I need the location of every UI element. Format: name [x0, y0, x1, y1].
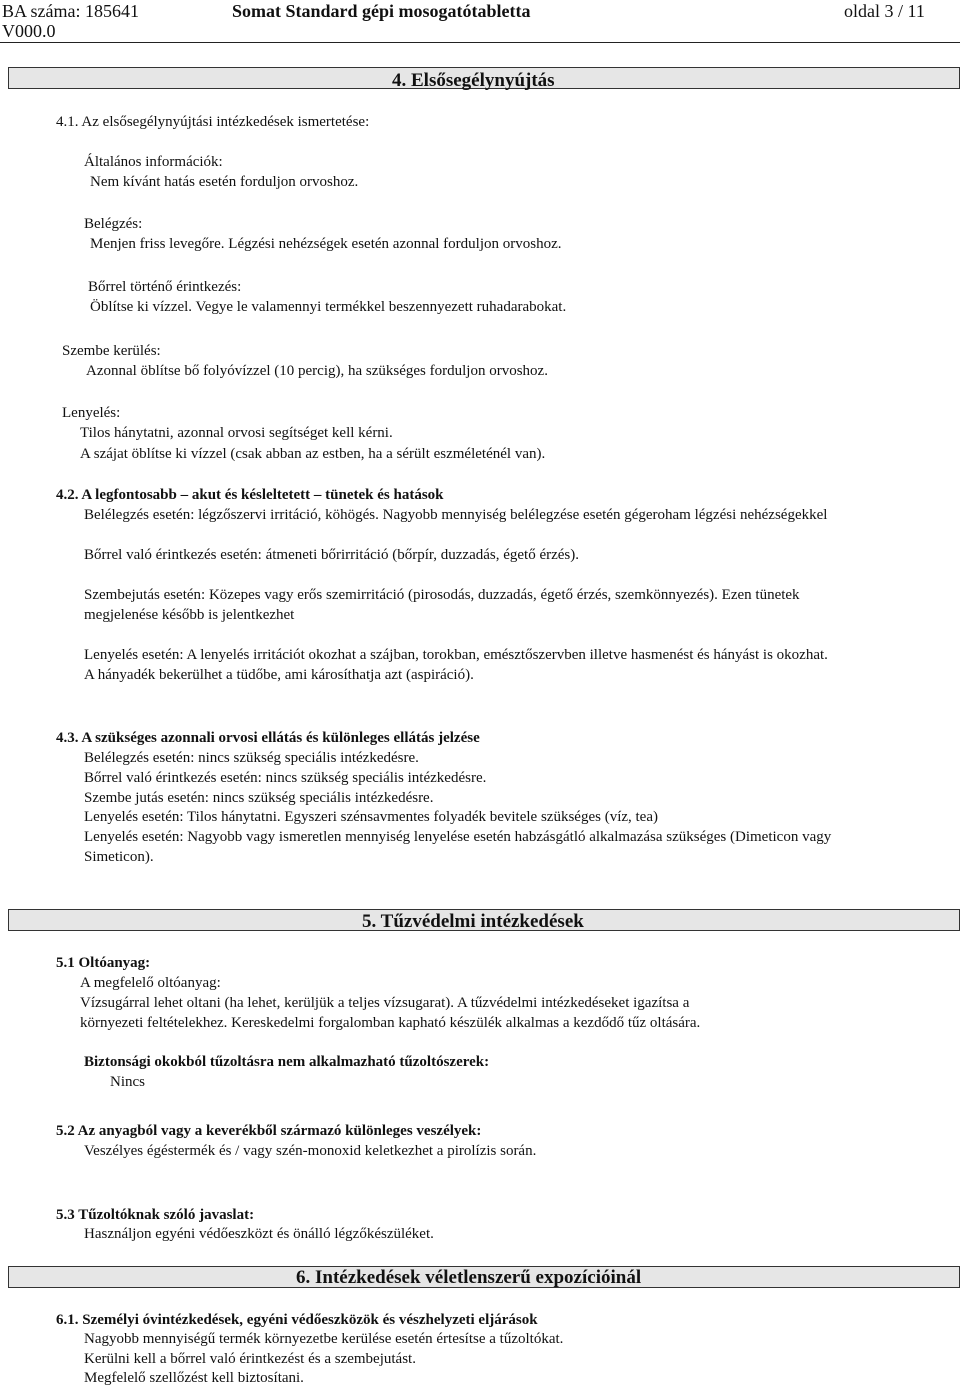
s52-text: Veszélyes égéstermék és / vagy szén-monoxid keletkezhet a pirolízis során.	[84, 1143, 537, 1159]
section-4-title: 4. Elsősegélynyújtás	[392, 70, 555, 91]
s61-line-1: Nagyobb mennyiségű termék környezetbe kerülése esetén értesítse a tűzoltókat.	[84, 1331, 564, 1347]
s51-line-1: Vízsugárral lehet oltani (ha lehet, kerüljük a teljes vízsugarat). A tűzvédelmi intézkedéseket igazítsa a	[80, 995, 690, 1011]
s53-heading: 5.3 Tűzoltóknak szóló javaslat:	[56, 1207, 255, 1223]
general-text: Nem kívánt hatás esetén forduljon orvoshoz.	[90, 174, 359, 190]
s53-text: Használjon egyéni védőeszközt és önálló légzőkészüléket.	[84, 1226, 434, 1242]
skin-text: Öblítse ki vízzel. Vegye le valamennyi termékkel beszennyezett ruhadarabokat.	[90, 299, 567, 315]
section-5-title: 5. Tűzvédelmi intézkedések	[362, 911, 584, 932]
s43-line-4: Lenyelés esetén: Tilos hánytatni. Egyszeri szénsavmentes folyadék bevitele szükséges (víz, tea)	[84, 809, 658, 825]
general-label: Általános információk:	[84, 154, 223, 170]
s43-line-3: Szembe jutás esetén: nincs szükség speciális intézkedésre.	[84, 790, 434, 806]
inhalation-text: Menjen friss levegőre. Légzési nehézségek esetén azonnal forduljon orvoshoz.	[90, 236, 562, 252]
s52-heading: 5.2 Az anyagból vagy a keverékből származó különleges veszélyek:	[56, 1123, 482, 1139]
s43-heading: 4.3. A szükséges azonnali orvosi ellátás és különleges ellátás jelzése	[56, 730, 480, 746]
s61-line-3: Megfelelő szellőzést kell biztosítani.	[84, 1370, 304, 1386]
s41-heading: 4.1. Az elsősegélynyújtási intézkedések ismertetése:	[56, 114, 370, 130]
inhalation-label: Belégzés:	[84, 216, 143, 232]
s42-line-1: Belélegzés esetén: légzőszervi irritáció, köhögés. Nagyobb mennyiség belélegzése esetén gégeroham légzési nehézségekkel	[84, 507, 828, 523]
extinguisher-label: A megfelelő oltóanyag:	[80, 975, 221, 991]
header-divider	[0, 42, 960, 43]
ingestion-text-1: Tilos hánytatni, azonnal orvosi segítséget kell kérni.	[80, 425, 393, 441]
s42-line-3b: megjelenése később is jelentkezhet	[84, 607, 295, 623]
unsuitable-heading: Biztonsági okokból tűzoltásra nem alkalmazható tűzoltószerek:	[84, 1054, 490, 1070]
s43-line-2: Bőrrel való érintkezés esetén: nincs szükség speciális intézkedésre.	[84, 770, 487, 786]
eye-label: Szembe kerülés:	[62, 343, 161, 359]
s43-line-5a: Lenyelés esetén: Nagyobb vagy ismeretlen mennyiség lenyelése esetén habzásgátló alkalmazása szükséges (Dimeticon vagy	[84, 829, 832, 845]
s61-line-2: Kerülni kell a bőrrel való érintkezést és a szembejutást.	[84, 1351, 416, 1367]
s42-line-3a: Szembejutás esetén: Közepes vagy erős szemirritáció (pirosodás, duzzadás, égető érzés, szemkönnyezés). Ezen tünetek	[84, 587, 800, 603]
unsuitable-value: Nincs	[110, 1074, 145, 1090]
product-title: Somat Standard gépi mosogatótabletta	[232, 1, 531, 21]
eye-text: Azonnal öblítse bő folyóvízzel (10 percig), ha szükséges forduljon orvoshoz.	[86, 363, 548, 379]
version: V000.0	[2, 21, 56, 41]
s42-line-4a: Lenyelés esetén: A lenyelés irritációt okozhat a szájban, torokban, emésztőszervben illetve hasmenést és hányást is okozhat.	[84, 647, 828, 663]
s42-line-2: Bőrrel való érintkezés esetén: átmeneti bőrirritáció (bőrpír, duzzadás, égető érzés).	[84, 547, 580, 563]
ingestion-text-2: A szájat öblítse ki vízzel (csak abban az estben, ha a sérült eszméleténél van).	[80, 446, 546, 462]
s43-line-1: Belélegzés esetén: nincs szükség speciális intézkedésre.	[84, 750, 419, 766]
s51-heading: 5.1 Oltóanyag:	[56, 955, 151, 971]
skin-label: Bőrrel történő érintkezés:	[88, 279, 242, 295]
ba-number: BA száma: 185641	[2, 1, 139, 21]
s42-line-4b: A hányadék bekerülhet a tüdőbe, ami károsíthatja azt (aspiráció).	[84, 667, 474, 683]
s61-heading: 6.1. Személyi óvintézkedések, egyéni védőeszközök és vészhelyzeti eljárások	[56, 1312, 538, 1328]
section-6-title: 6. Intézkedések véletlenszerű expozícióinál	[296, 1267, 642, 1288]
ingestion-label: Lenyelés:	[62, 405, 121, 421]
s43-line-5b: Simeticon).	[84, 849, 154, 865]
s51-line-2: környezeti feltételekhez. Kereskedelmi forgalomban kapható készülék alkalmas a kezdődő tűz oltására.	[80, 1015, 701, 1031]
s42-heading: 4.2. A legfontosabb – akut és késleltetett – tünetek és hatások	[56, 487, 444, 503]
page-number: oldal 3 / 11	[844, 1, 925, 21]
